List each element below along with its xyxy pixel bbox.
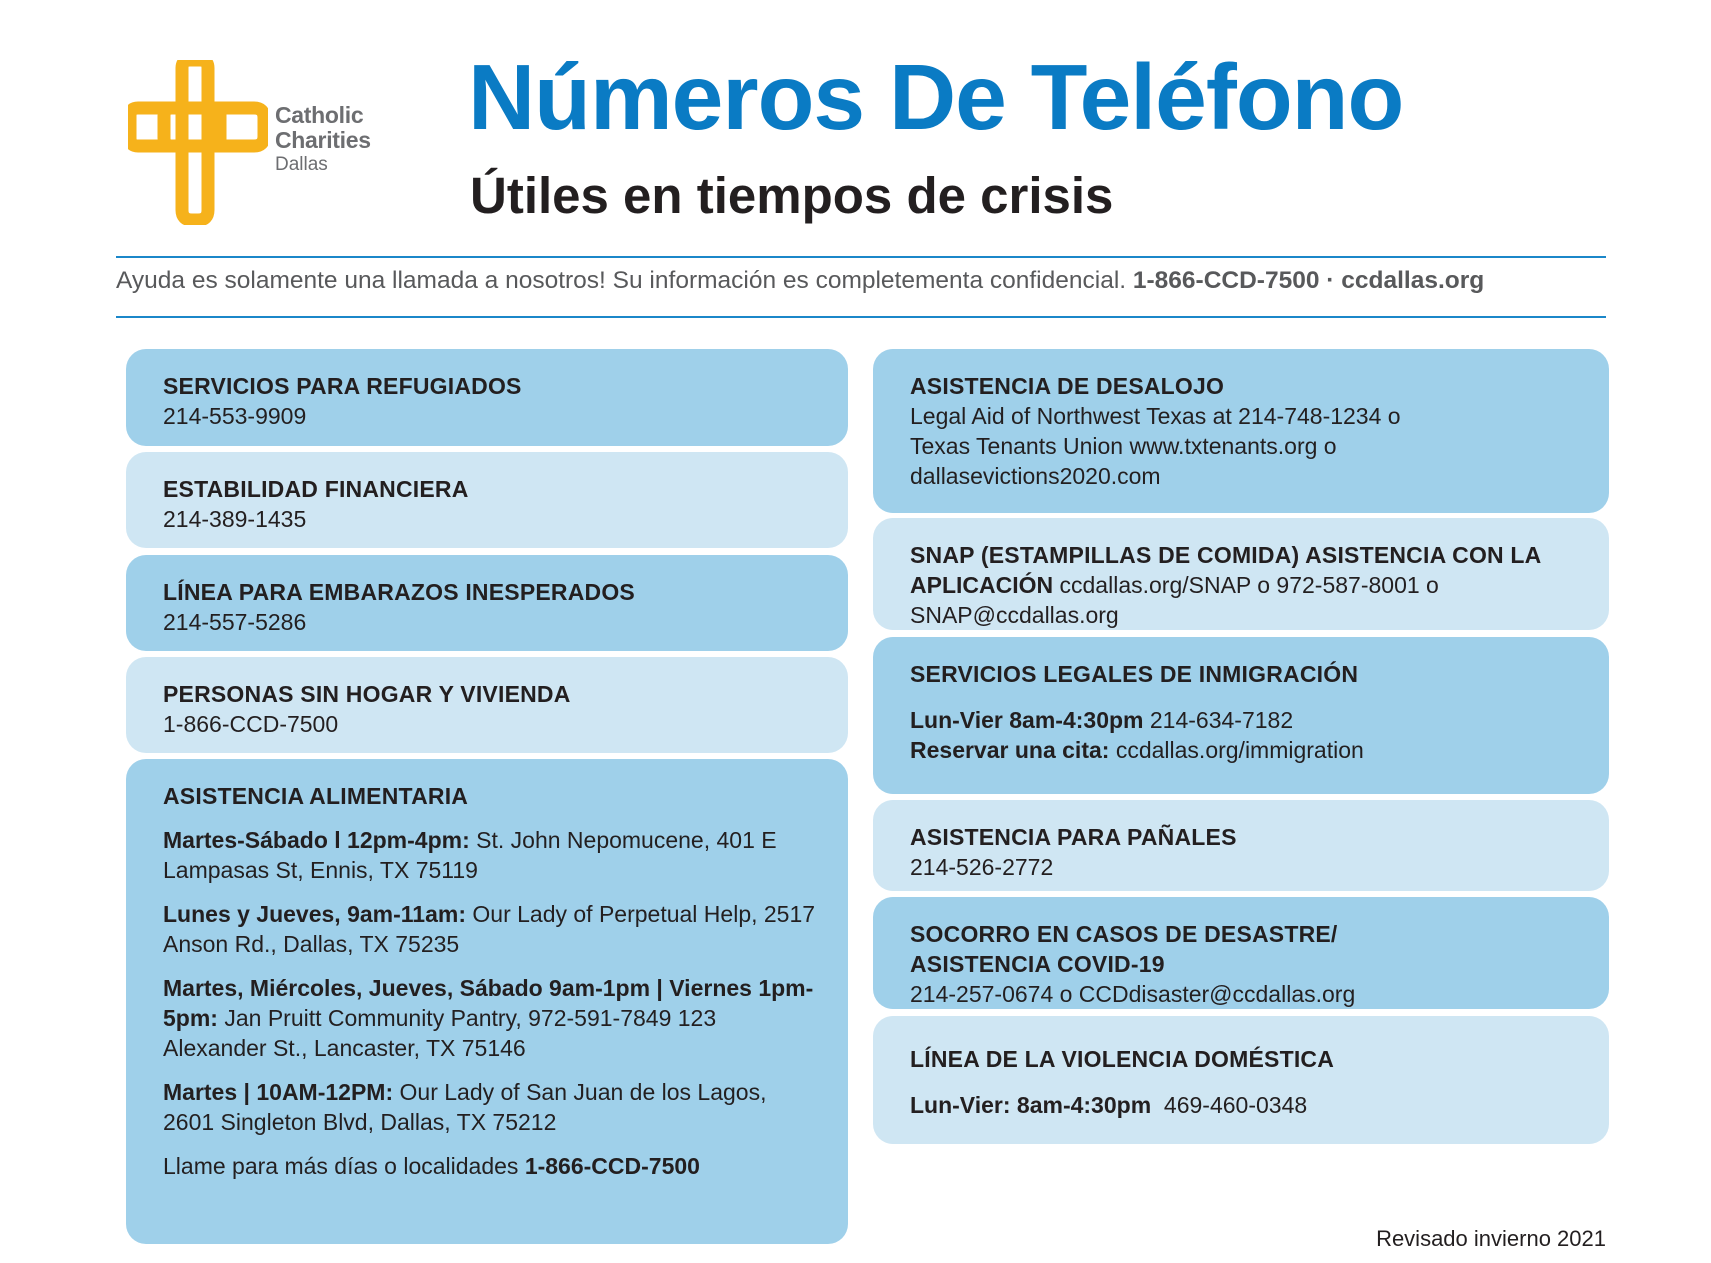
card-title: ASISTENCIA ALIMENTARIA [163, 783, 469, 809]
card-vivienda [126, 657, 848, 753]
food-entry-details: Our Lady of San Juan de los Lagos, 2601 Singleton Blvd, Dallas, TX 75212 [163, 1079, 767, 1135]
card-line: Legal Aid of Northwest Texas at 214-748-1234 o [910, 403, 1401, 429]
food-entry-schedule: Martes, Miércoles, Jueves, Sábado 9am-1pm | Viernes 1pm-5pm: [163, 975, 814, 1031]
appt-link: ccdallas.org/immigration [1115, 737, 1364, 763]
ccd-cross-icon [128, 60, 268, 225]
card-title: ASISTENCIA DE DESALOJO [910, 373, 1225, 399]
page-subtitle: Útiles en tiempos de crisis [470, 167, 1114, 224]
card-line [910, 570, 1579, 600]
card-title-cont: APLICACIÓN [910, 572, 1054, 598]
card-refugiados [126, 349, 848, 446]
card-line [910, 705, 1579, 735]
top-divider [116, 256, 1606, 258]
food-entry [163, 825, 818, 885]
card-title: SOCORRO EN CASOS DE DESASTRE/ [910, 921, 1338, 947]
card-phone: 214-557-5286 [163, 609, 307, 635]
tagline [116, 267, 1606, 295]
card-title: ASISTENCIA PARA PAÑALES [910, 824, 1237, 850]
tagline-phone: 1-866-CCD-7500 [1132, 267, 1320, 294]
food-entry-schedule: Lunes y Jueves, 9am-11am: [163, 901, 466, 927]
food-entry-schedule: Martes-Sábado l 12pm-4pm: [163, 827, 470, 853]
snap-contact: ccdallas.org/SNAP o 972-587-8001 o [1059, 572, 1439, 598]
card-desalojo [873, 349, 1609, 513]
card-desastre [873, 897, 1609, 1009]
card-violencia [873, 1016, 1609, 1144]
food-entry [163, 1077, 818, 1137]
hours-label: Lun-Vier: 8am-4:30pm [910, 1092, 1152, 1118]
food-entry [163, 899, 818, 959]
card-phone: 1-866-CCD-7500 [163, 711, 339, 737]
food-entry-details: Jan Pruitt Community Pantry, 972-591-7849 123 Alexander St., Lancaster, TX 75146 [163, 1005, 717, 1061]
revision-note: Revisado invierno 2021 [1376, 1226, 1606, 1251]
hours-phone: 214-634-7182 [1149, 707, 1294, 733]
card-financiera [126, 452, 848, 548]
card-line: dallasevictions2020.com [910, 463, 1161, 489]
card-title-cont: ASISTENCIA COVID-19 [910, 951, 1165, 977]
card-panales [873, 800, 1609, 891]
food-footer-phone: 1-866-CCD-7500 [524, 1153, 700, 1179]
food-entry-details: St. John Nepomucene, 401 E Lampasas St, Ennis, TX 75119 [163, 827, 777, 883]
card-inmigracion [873, 637, 1609, 794]
card-title: SERVICIOS PARA REFUGIADOS [163, 373, 522, 399]
card-alimentaria [126, 759, 848, 1244]
page-title: Números De Teléfono [468, 45, 1404, 149]
card-title: SERVICIOS LEGALES DE INMIGRACIÓN [910, 661, 1359, 687]
logo-line-2: Charities [275, 127, 371, 153]
card-phone: 214-526-2772 [910, 854, 1054, 880]
card-title: ESTABILIDAD FINANCIERA [163, 476, 469, 502]
card-line: SNAP@ccdallas.org [910, 602, 1119, 628]
card-line [910, 735, 1579, 765]
bottom-divider [116, 316, 1606, 318]
food-footer [163, 1151, 818, 1181]
logo-line-1: Catholic [275, 102, 364, 128]
tagline-website: ccdallas.org [1341, 267, 1485, 294]
card-phone: 214-553-9909 [163, 403, 307, 429]
tagline-text: Ayuda es solamente una llamada a nosotros! Su información es completementa confidencial. [116, 267, 1127, 294]
logo-line-3: Dallas [275, 154, 328, 175]
food-entry [163, 973, 818, 1063]
food-footer-text: Llame para más días o localidades [163, 1153, 519, 1179]
food-entry-details: Our Lady of Perpetual Help, 2517 Anson Rd., Dallas, TX 75235 [163, 901, 816, 957]
tagline-separator: · [1326, 267, 1335, 294]
hours-label: Lun-Vier 8am-4:30pm [910, 707, 1144, 733]
card-line: 214-257-0674 o CCDdisaster@ccdallas.org [910, 981, 1356, 1007]
card-embarazos [126, 555, 848, 651]
card-title: SNAP (ESTAMPILLAS DE COMIDA) ASISTENCIA CON LA [910, 542, 1542, 568]
card-phone: 469-460-0348 [1163, 1092, 1308, 1118]
catholic-charities-logo [128, 60, 388, 230]
card-title: LÍNEA DE LA VIOLENCIA DOMÉSTICA [910, 1046, 1335, 1072]
card-title: LÍNEA PARA EMBARAZOS INESPERADOS [163, 579, 635, 605]
food-entry-schedule: Martes | 10AM-12PM: [163, 1079, 394, 1105]
card-snap [873, 518, 1609, 630]
logo-wordmark [275, 104, 371, 174]
card-line [910, 1090, 1579, 1120]
appt-label: Reservar una cita: [910, 737, 1110, 763]
card-phone: 214-389-1435 [163, 506, 307, 532]
card-title: PERSONAS SIN HOGAR Y VIVIENDA [163, 681, 571, 707]
card-line: Texas Tenants Union www.txtenants.org o [910, 433, 1337, 459]
